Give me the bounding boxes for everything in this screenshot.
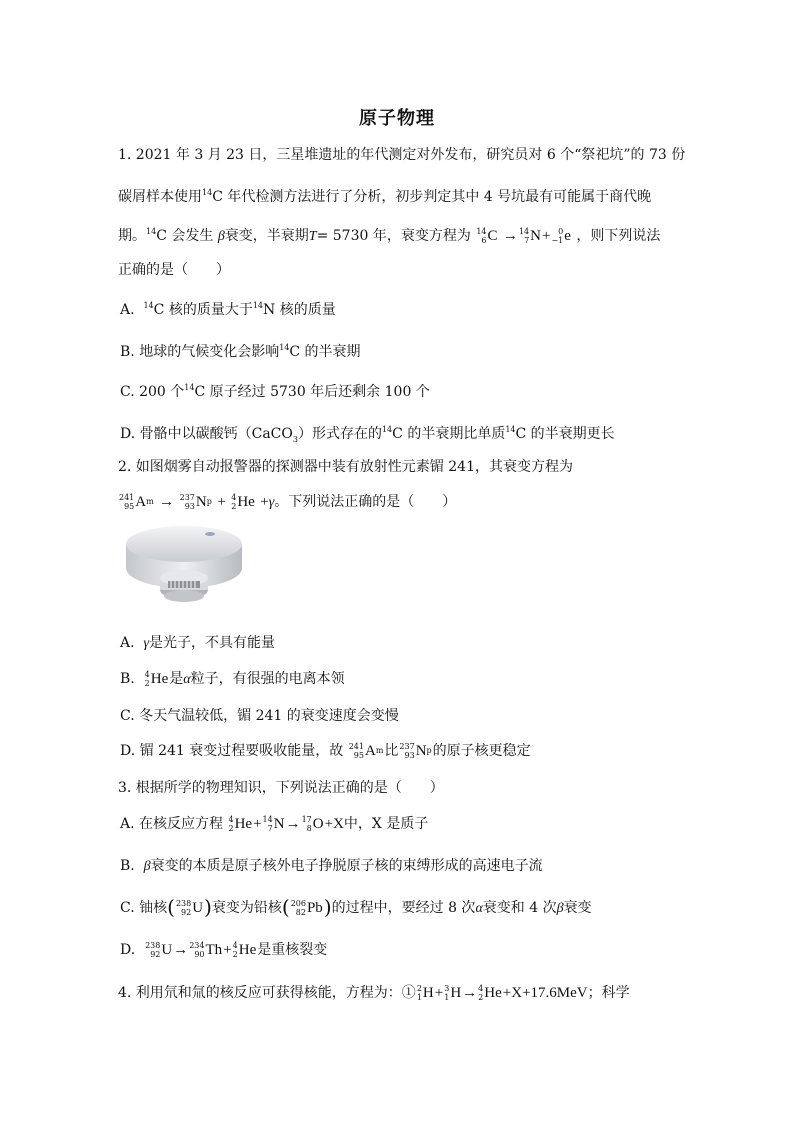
atomic: 2 xyxy=(478,993,484,1002)
text: 是光子，不具有能量 xyxy=(149,635,275,651)
text: N 核的质量 xyxy=(263,302,336,318)
smoke-detector-image xyxy=(124,524,244,614)
mass: 4 xyxy=(478,984,484,993)
mass-number: 14 xyxy=(381,425,393,434)
mass: 237 xyxy=(179,493,195,502)
q1-line-4: 正确的是（ ） xyxy=(118,262,230,278)
nuclide-n14 xyxy=(519,226,541,246)
q1-line-1: 1. 2021 年 3 月 23 日，三星堆遗址的年代测定对外发布，研究员对 6 个“祭祀坑”的 73 份 xyxy=(118,147,686,163)
nuclide-u238 xyxy=(145,940,172,960)
text: C 的半衰期比单质 xyxy=(392,426,506,442)
plus: + xyxy=(542,228,551,244)
atomic: 2 xyxy=(232,950,238,959)
plus: + xyxy=(223,942,232,958)
gamma-symbol: γ xyxy=(268,495,275,510)
alpha-symbol: α xyxy=(475,901,483,916)
q1-line-2 xyxy=(118,183,651,207)
nuclide-am241 xyxy=(349,741,384,761)
atomic: 7 xyxy=(524,236,530,245)
nuclide-h2 xyxy=(417,983,434,1003)
mass: 237 xyxy=(399,742,415,751)
atomic: 7 xyxy=(267,824,273,833)
unknown-x: X xyxy=(511,985,523,1001)
half-life-var: T xyxy=(308,229,317,244)
mass: 234 xyxy=(189,941,205,950)
q1-option-b xyxy=(120,338,361,362)
text: 的原子核更稳定 xyxy=(432,743,531,759)
q2-line-2 xyxy=(118,492,456,513)
arrow: → xyxy=(502,228,518,244)
nuclide-u238 xyxy=(176,898,203,918)
atomic: 92 xyxy=(150,950,161,959)
text: 。下列说法正确的是（ ） xyxy=(274,494,457,510)
label: D. xyxy=(120,942,136,958)
mass-number: 14 xyxy=(146,227,157,236)
text: C 的半衰期 xyxy=(289,344,361,360)
nuclide-pb206 xyxy=(291,898,323,918)
plus: + xyxy=(434,985,444,1001)
smoke-detector-icon xyxy=(124,524,244,614)
element: A xyxy=(364,743,376,759)
element: N xyxy=(415,743,427,759)
atomic: 90 xyxy=(194,950,205,959)
q2-option-d xyxy=(120,741,531,761)
atomic: 82 xyxy=(295,908,306,917)
element: H xyxy=(422,985,434,1001)
element: N xyxy=(530,228,541,244)
mass-number: 14 xyxy=(279,343,290,352)
text: 中，X 是质子 xyxy=(343,816,429,832)
mass: 206 xyxy=(290,899,306,908)
unknown-x: X xyxy=(333,816,344,832)
atomic: 1 xyxy=(444,993,450,1002)
plus: + xyxy=(522,985,531,1001)
nuclide-th234 xyxy=(189,940,222,960)
q3-option-b xyxy=(120,856,543,877)
element: H xyxy=(450,985,462,1001)
mass-number: 14 xyxy=(505,425,516,434)
element: He xyxy=(150,671,169,687)
subscript: 3 xyxy=(292,434,298,444)
mass: 14 xyxy=(262,815,273,824)
text: B. 地球的气候变化会影响 xyxy=(120,344,280,360)
mass: 3 xyxy=(444,984,450,993)
element: e xyxy=(564,228,571,244)
mass: 14 xyxy=(476,227,487,236)
atomic: 2 xyxy=(231,502,237,511)
text: C. 200 个 xyxy=(120,384,185,400)
q4-line-1 xyxy=(118,983,630,1003)
mass: 4 xyxy=(228,815,234,824)
element: N xyxy=(273,816,285,832)
atomic: 92 xyxy=(181,908,192,917)
element: C xyxy=(487,228,498,244)
nuclide-am241 xyxy=(119,492,154,512)
arrow: → xyxy=(462,985,478,1001)
nuclide-he4 xyxy=(478,983,502,1003)
nuclide-np237 xyxy=(180,492,212,512)
mass: 4 xyxy=(232,941,238,950)
q2-option-c: C. 冬天气温较低，镅 241 的衰变速度会变慢 xyxy=(120,708,399,724)
text: C 年代检测方法进行了分析，初步判定其中 4 号坑最有可能属于商代晚 xyxy=(212,189,652,205)
plus: + xyxy=(217,494,226,510)
mass: 14 xyxy=(518,227,530,236)
text: D. 镅 241 衰变过程要吸收能量，故 xyxy=(120,743,344,759)
element: O xyxy=(312,816,324,832)
text: C 原子经过 5730 年后还剩余 100 个 xyxy=(194,384,430,400)
element: He xyxy=(484,985,502,1001)
text: C 的半衰期更长 xyxy=(515,426,615,442)
nuclide-n14 xyxy=(263,814,285,834)
text: C 会发生 xyxy=(156,228,214,244)
q3-option-a xyxy=(120,814,428,834)
q1-option-a xyxy=(120,296,336,320)
element: Pb xyxy=(306,900,323,916)
text: 衰变 xyxy=(563,900,592,916)
q2-option-a xyxy=(120,633,275,654)
mass: 4 xyxy=(231,493,237,502)
mass-number: 14 xyxy=(202,188,213,197)
nuclide-he4 xyxy=(233,940,257,960)
subscript: m xyxy=(375,746,384,755)
text: ，则下列说法 xyxy=(576,228,661,244)
element: U xyxy=(192,900,204,916)
mass: 238 xyxy=(145,941,161,950)
subscript: p xyxy=(426,746,432,755)
label: A. xyxy=(120,635,135,651)
mass: 0 xyxy=(558,227,564,236)
text: 是重核裂变 xyxy=(257,942,328,958)
text: 比 xyxy=(384,743,399,759)
text: 期。 xyxy=(118,228,146,244)
plus: + xyxy=(502,985,512,1001)
q2-line-1: 2. 如图烟雾自动报警器的探测器中装有放射性元素镅 241，其衰变方程为 xyxy=(118,459,573,475)
electron xyxy=(551,226,570,246)
text: 衰变，半衰期 xyxy=(224,228,309,244)
beta-symbol: β xyxy=(143,859,151,874)
element: He xyxy=(238,942,257,958)
plus: + xyxy=(253,816,262,832)
text: = 5730 年，衰变方程为 xyxy=(316,228,471,244)
atomic: 2 xyxy=(228,824,234,833)
element: A xyxy=(135,494,147,510)
text: 的过程中，要经过 8 次 xyxy=(331,900,476,916)
page-title: 原子物理 xyxy=(359,108,435,129)
element: Th xyxy=(205,942,223,958)
text: ）形式存在的 xyxy=(297,426,382,442)
alpha-symbol: α xyxy=(183,672,191,687)
q2-option-b xyxy=(120,669,345,690)
subscript: p xyxy=(206,497,212,506)
text: A. 在核反应方程 xyxy=(120,816,224,832)
charge: −1 xyxy=(551,236,564,245)
mass: 241 xyxy=(119,493,135,502)
plus: + xyxy=(324,816,334,832)
atomic: 2 xyxy=(144,679,150,688)
gamma-symbol: γ xyxy=(143,636,149,651)
atomic: 8 xyxy=(306,824,312,833)
label: A. xyxy=(120,302,135,318)
text: 粒子，有很强的电离本领 xyxy=(190,671,345,687)
beta-symbol: β xyxy=(217,229,225,244)
nuclide-h3 xyxy=(444,983,461,1003)
text: 衰变和 4 次 xyxy=(482,900,557,916)
beta-symbol: β xyxy=(556,901,564,916)
arrow: → xyxy=(159,494,175,510)
q3-line-1: 3. 根据所学的物理知识，下列说法正确的是（ ） xyxy=(118,780,444,796)
nuclide-he4 xyxy=(145,669,169,689)
subscript: m xyxy=(146,497,154,506)
q1-option-c xyxy=(120,378,430,402)
q3-option-d xyxy=(120,940,327,960)
atomic: 93 xyxy=(404,751,415,760)
mass-number: 14 xyxy=(143,301,154,310)
element: N xyxy=(195,494,207,510)
energy-value: 17.6MeV xyxy=(530,985,588,1001)
atomic: 95 xyxy=(124,502,135,511)
nuclide-he4 xyxy=(231,492,255,512)
text: 碳屑样本使用 xyxy=(118,189,202,205)
mass: 17 xyxy=(301,815,312,824)
mass: 238 xyxy=(175,899,192,908)
mass: 2 xyxy=(416,984,422,993)
text: D. 骨骼中以碳酸钙（CaCO xyxy=(120,426,293,442)
q3-option-c: C. 铀核( 238 92 U )衰变为铅核( 206 82 Pb )的过程中，要经过 8 次α衰变和 4 次β衰变 xyxy=(120,895,592,919)
atomic: 6 xyxy=(481,236,487,245)
nuclide-he4 xyxy=(228,814,252,834)
mass-number: 14 xyxy=(184,383,195,392)
arrow: → xyxy=(173,942,189,958)
atomic: 93 xyxy=(184,502,195,511)
text: 是 xyxy=(169,671,184,687)
text: 4. 利用氘和氚的核反应可获得核能，方程为：① xyxy=(118,985,416,1001)
mass: 4 xyxy=(144,670,150,679)
element: He xyxy=(234,816,253,832)
nuclide-c14 xyxy=(476,226,497,246)
label: B. xyxy=(120,671,135,687)
element: U xyxy=(161,942,173,958)
nuclide-o17 xyxy=(302,814,324,834)
mass: 241 xyxy=(348,742,364,751)
element: He xyxy=(237,494,255,510)
q1-option-d xyxy=(120,420,615,450)
text: 衰变为铅核 xyxy=(211,900,282,916)
text: 衰变的本质是原子核外电子挣脱原子核的束缚形成的高速电子流 xyxy=(150,858,543,874)
text: C. 铀核 xyxy=(120,900,168,916)
arrow: → xyxy=(285,816,301,832)
label: B. xyxy=(120,858,135,874)
text: C 核的质量大于 xyxy=(153,302,253,318)
text: ；科学 xyxy=(587,985,630,1001)
plus: + xyxy=(260,494,269,510)
q1-line-3 xyxy=(118,222,660,247)
atomic: 95 xyxy=(353,751,364,760)
atomic: 1 xyxy=(416,993,422,1002)
nuclide-np237 xyxy=(399,741,431,761)
mass-number: 14 xyxy=(252,301,264,310)
